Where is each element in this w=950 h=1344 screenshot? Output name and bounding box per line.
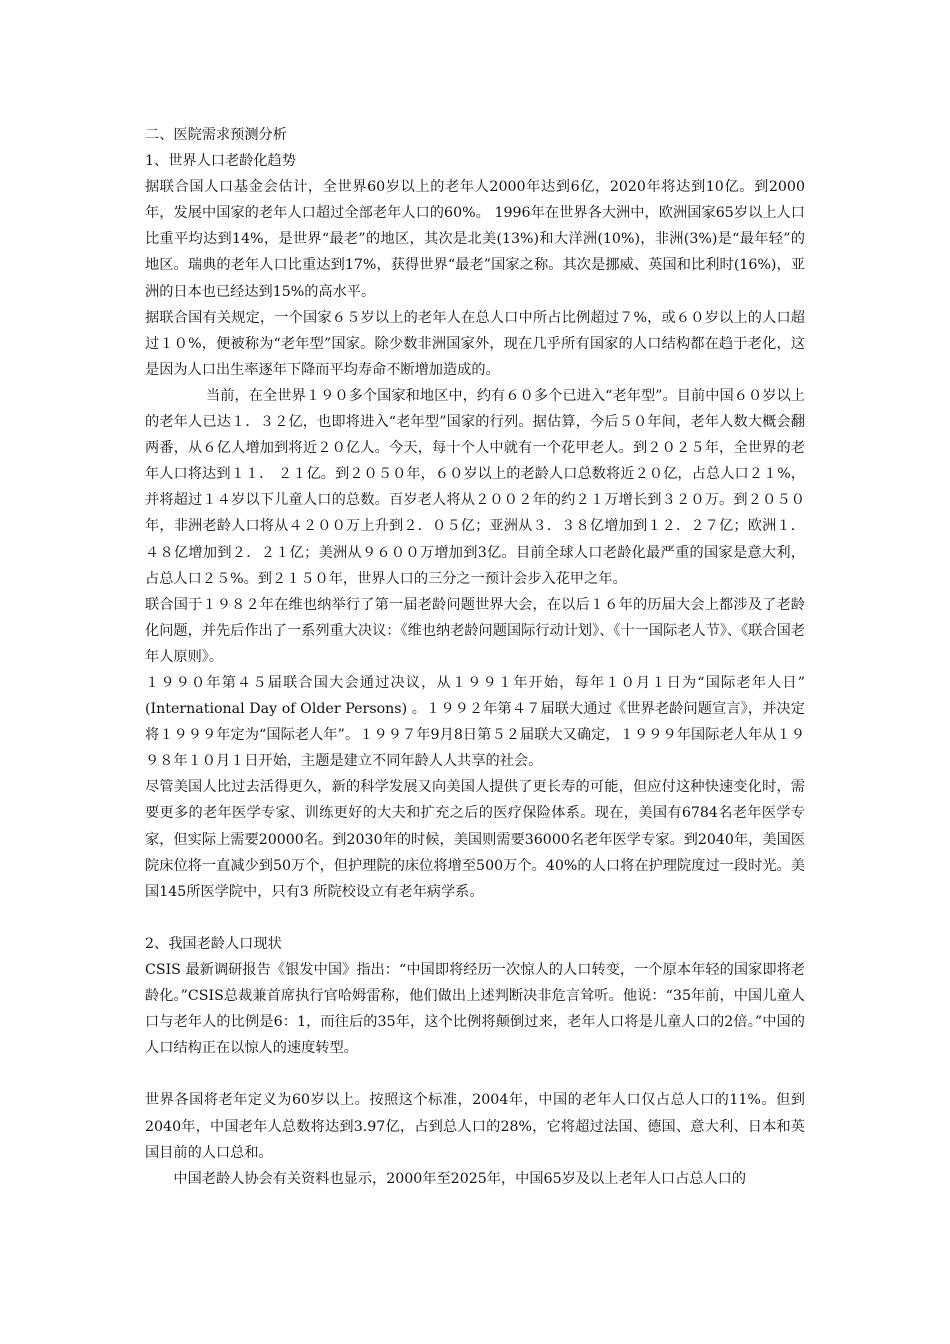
document-heading: 二、医院需求预测分析 [145, 127, 287, 143]
paragraph-global-aging-status: 当前，在全世界１９０多个国家和地区中，约有６０多个已进入“老年型”。目前中国６０岁以上的老年人已达１．３２亿，也即将进入“老年型”国家的行列。据估算，今后５０年间，老年人数大概会翻两番，从６亿人增加到将近２０亿人。今天，每十个人中就有一个花甲老人。到２０２５年，全世界的老年人口将达到１１． ２１亿。到２０５０年，６０岁以上的老龄人口总数将近２０亿，占总人口２１%，并将超过１４岁以下儿童人口的总数。百岁老人将从２００２年的约２１万增长到３２０万。到２０５０年，非洲老龄人口将从４２００万上升到２．０５亿；亚洲从３．３８亿增加到１２．２７亿；欧洲１．４８亿增加到２．２１亿；美洲从９６００万增加到3亿。目前全球人口老龄化最严重的国家是意大利，占总人口２５%。到２１５０年，世界人口的三分之一预计会步入花甲之年。 [145, 387, 805, 587]
paragraph-csis-report: CSIS 最新调研报告《银发中国》指出：“中国即将经历一次惊人的人口转变，一个原本年轻的国家即将老龄化。”CSIS总裁兼首席执行官哈姆雷称，他们做出上述判断决非危言耸听。他说：“35年前，中国儿童人口与老年人的比例是6：1，而往后的35年，这个比例将颠倒过来，老年人口将是儿童人口的2倍。”中国的人口结构正在以惊人的速度转型。 [145, 962, 805, 1057]
section-title-china-aging: 2、我国老龄人口现状 [145, 935, 282, 952]
paragraph-world-assembly: 联合国于１９８２年在维也纳举行了第一届老龄问题世界大会，在以后１６年的历届大会上都涉及了老龄化问题，并先后作出了一系列重大决议：《维也纳老龄问题国际行动计划》、《十一国际老人节》、《联合国老年人原则》。 [145, 596, 805, 665]
paragraph-international-older-persons-day: １９９０年第４５届联合国大会通过决议，从１９９１年开始，每年１０月１日为“国际老年人日” (International Day of Older Persons) 。１９９２年第４７届联大通过《世界老龄问题宣言》，并决定将１９９９年定为“国际老人年”。１９９７年9月8日第５２届联大又确定，１９９９年国际老人年从１９９８年１０月１日开始，主题是建立不同年龄人人共享的社会。 [145, 674, 805, 770]
paragraph-us-geriatrics: 尽管美国人比过去活得更久，新的科学发展又向美国人提供了更长寿的可能，但应付这种快速变化时，需要更多的老年医学专家、训练更好的大夫和扩充之后的医疗保险体系。现在，美国有6784名老年医学专家，但实际上需要20000名。到2030年的时候，美国则需要36000名老年医学专家。到2040年，美国医院床位将一直减少到50万个，但护理院的床位将增至500万个。40%的人口将在护理院度过一段时光。美国145所医学院中，只有3 所院校设立有老年病学系。 [145, 779, 805, 900]
document-page [145, 122, 805, 1192]
blank-line [145, 905, 805, 931]
paragraph-china-aging-association: 中国老龄人协会有关资料也显示，2000年至2025年，中国65岁及以上老年人口占总人口的 [173, 1170, 747, 1187]
paragraph-un-population-fund: 据联合国人口基金会估计，全世界60岁以上的老年人2000年达到6亿，2020年将达到10亿。到2000年，发展中国家的老年人口超过全部老年人口的60%。 1996年在世界各大洲中，欧洲国家65岁以上人口比重平均达到14%，是世界“最老”的地区，其次是北美(13%)和大洋洲(10%)，非洲(3%)是“最年轻”的地区。瑞典的老年人口比重达到17%，获得世界“最老”国家之称。其次是挪威、英国和比利时(16%)，亚洲的日本也已经达到15%的高水平。 [145, 179, 805, 300]
paragraph-aging-definition: 据联合国有关规定，一个国家６５岁以上的老年人在总人口中所占比例超过７%，或６０岁以上的人口超过１０%，便被称为“老年型”国家。除少数非洲国家外，现在几乎所有国家的人口结构都在趋于老化，这是因为人口出生率逐年下降而平均寿命不断增加造成的。 [145, 309, 805, 378]
section-title-world-aging: 1、世界人口老龄化趋势 [145, 153, 296, 170]
paragraph-elderly-definition: 世界各国将老年定义为60岁以上。按照这个标准，2004年，中国的老年人口仅占总人口的11%。但到2040年，中国老年人总数将达到3.97亿，占到总人口的28%，它将超过法国、德国、意大利、日本和英国目前的人口总和。 [145, 1092, 805, 1161]
blank-line [145, 1061, 805, 1087]
